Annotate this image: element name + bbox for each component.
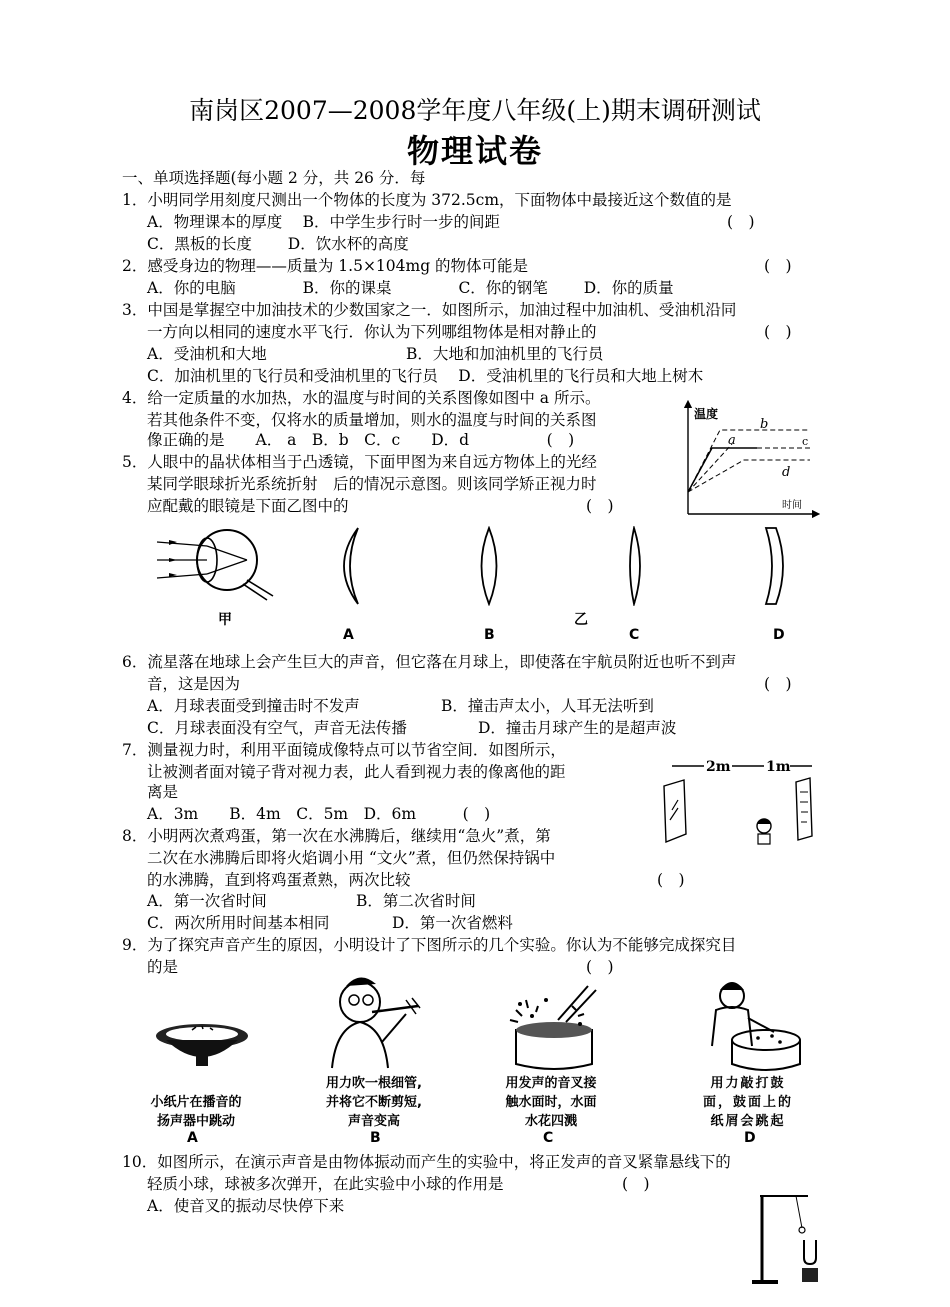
q1-options-cd: C．黑板的长度 D．饮水杯的高度	[147, 235, 409, 253]
q8-answer-bracket: ( )	[657, 871, 685, 889]
q3-stem-1: 3．中国是掌握空中加油技术的少数国家之一．如图所示，加油过程中加油机、受油机沿同	[122, 301, 737, 319]
q6-stem-1: 6．流星落在地球上会产生巨大的声音，但它落在月球上，即使落在宇航员附近也听不到声	[122, 653, 737, 671]
q8-stem-3: 的水沸腾，直到将鸡蛋煮熟，两次比较	[147, 871, 411, 889]
graph-ylabel: 温度	[694, 407, 719, 421]
distance-1m: 1m	[766, 759, 791, 775]
exam-subtitle: 物理试卷	[406, 132, 543, 170]
q6-answer-bracket: ( )	[764, 675, 792, 693]
label-lens-b: B	[484, 627, 495, 643]
label-yi: 乙	[574, 612, 588, 628]
q10-stem-1: 10．如图所示，在演示声音是由物体振动而产生的实验中，将正发声的音叉紧靠悬线下的	[122, 1153, 731, 1171]
label-lens-d: D	[773, 627, 785, 643]
q6-option-a: A．月球表面受到撞击时不发声	[147, 697, 360, 715]
label-fig-b: B	[370, 1130, 381, 1146]
q10-stem-2: 轻质小球，球被多次弹开，在此实验中小球的作用是	[147, 1175, 504, 1193]
q9-stem-2: 的是	[147, 958, 179, 976]
q5-stem-1: 5．人眼中的晶状体相当于凸透镜，下面甲图为来自远方物体上的光经	[122, 453, 597, 471]
q10-option-a: A．使音叉的振动尽快停下来	[147, 1197, 345, 1215]
q4-stem-3: 像正确的是 A． a B．b C．c D．d ( )	[147, 431, 575, 449]
label-fig-d: D	[744, 1130, 756, 1146]
tuning-fork-water-figure	[496, 980, 608, 1072]
q5-answer-bracket: ( )	[586, 497, 614, 515]
q7-options: A．3m B．4m C．5m D．6m ( )	[147, 805, 491, 823]
distance-2m: 2m	[706, 759, 731, 775]
blowing-tube-figure	[322, 972, 432, 1070]
q3-options-cd: C．加油机里的飞行员和受油机里的飞行员 D．受油机里的飞行员和大地上树木	[147, 367, 704, 385]
q9-answer-bracket: ( )	[586, 958, 614, 976]
q9-stem-1: 9．为了探究声音产生的原因，小明设计了下图所示的几个实验。你认为不能够完成探究目	[122, 936, 737, 954]
drum-figure	[694, 978, 806, 1072]
temperature-time-graph	[682, 398, 822, 520]
q5-stem-3: 应配戴的眼镜是下面乙图中的	[147, 497, 349, 515]
lens-a	[328, 526, 368, 606]
speaker-figure	[152, 1018, 252, 1070]
q3-option-b: B．大地和加油机里的飞行员	[406, 345, 604, 363]
q1-options-ab: A．物理课本的厚度 B．中学生步行时一步的间距	[147, 213, 501, 231]
section-heading: 一、单项选择题(每小题 2 分，共 26 分．每	[122, 169, 426, 187]
lens-b	[474, 526, 504, 606]
label-jia: 甲	[218, 612, 232, 628]
label-lens-a: A	[343, 627, 354, 643]
q3-option-a: A．受油机和大地	[147, 345, 267, 363]
q8-stem-1: 8．小明两次煮鸡蛋，第一次在水沸腾后，继续用“急火”煮，第	[122, 827, 551, 845]
q2-answer-bracket: ( )	[764, 257, 792, 275]
q6-option-c: C．月球表面没有空气，声音无法传播	[147, 719, 407, 737]
q5-stem-2: 某同学眼球折光系统折射 后的情况示意图。则该同学矫正视力时	[147, 475, 597, 493]
q2-options: A．你的电脑 B．你的课桌 C．你的钢笔 D．你的质量	[147, 279, 674, 297]
caption-b: 用力吹一根细管,并将它不断剪短,声音变高	[326, 1076, 422, 1129]
graph-curve-c: c	[802, 435, 809, 448]
q8-option-b: B．第二次省时间	[356, 892, 476, 910]
label-fig-a: A	[187, 1130, 198, 1146]
exam-title: 南岗区2007—2008学年度八年级(上)期末调研测试	[189, 96, 761, 125]
q2-stem: 2．感受身边的物理——质量为 1.5×104mg 的物体可能是	[122, 257, 529, 275]
lens-c	[624, 526, 654, 606]
caption-d: 用力敲打鼓面，鼓面上的纸屑会跳起	[702, 1076, 793, 1129]
label-lens-c: C	[629, 627, 640, 643]
q8-option-c: C．两次所用时间基本相同	[147, 914, 330, 932]
graph-curve-b: b	[760, 417, 769, 432]
q4-stem-1: 4．给一定质量的水加热，水的温度与时间的关系图像如图中 a 所示。	[122, 389, 601, 407]
q6-option-b: B．撞击声太小，人耳无法听到	[441, 697, 654, 715]
pendulum-tuning-fork-figure	[742, 1188, 826, 1288]
graph-curve-a: a	[728, 433, 736, 448]
graph-curve-d: d	[782, 465, 791, 480]
q4-stem-2: 若其他条件不变，仅将水的质量增加，则水的温度与时间的关系图	[147, 411, 597, 429]
graph-xlabel: 时间	[782, 500, 802, 511]
q7-stem-3: 离是	[147, 783, 179, 801]
eye-diagram	[155, 520, 280, 605]
q3-stem-2: 一方向以相同的速度水平飞行．你认为下列哪组物体是相对静止的	[147, 323, 597, 341]
q1-answer-bracket: ( )	[727, 213, 755, 231]
q8-stem-2: 二次在水沸腾后即将火焰调小用 “文火”煮，但仍然保持锅中	[147, 849, 556, 867]
q1-stem: 1．小明同学用刻度尺测出一个物体的长度为 372.5cm，下面物体中最接近这个数值的是	[122, 191, 732, 209]
mirror-eye-chart-figure	[656, 756, 816, 852]
q8-option-a: A．第一次省时间	[147, 892, 267, 910]
q6-option-d: D．撞击月球产生的是超声波	[478, 719, 677, 737]
q8-option-d: D．第一次省燃料	[392, 914, 513, 932]
lens-d	[762, 526, 792, 606]
q6-stem-2: 音，这是因为	[147, 675, 241, 693]
label-fig-c: C	[543, 1130, 554, 1146]
caption-c: 用发声的音叉接触水面时，水面水花四溅	[505, 1076, 597, 1129]
caption-a: 小纸片在播音的扬声器中跳动	[150, 1095, 242, 1129]
q7-stem-1: 7．测量视力时，利用平面镜成像特点可以节省空间．如图所示，	[122, 741, 566, 759]
q3-answer-bracket: ( )	[764, 323, 792, 341]
q7-stem-2: 让被测者面对镜子背对视力表，此人看到视力表的像离他的距	[147, 763, 566, 781]
q10-answer-bracket: ( )	[622, 1175, 650, 1193]
